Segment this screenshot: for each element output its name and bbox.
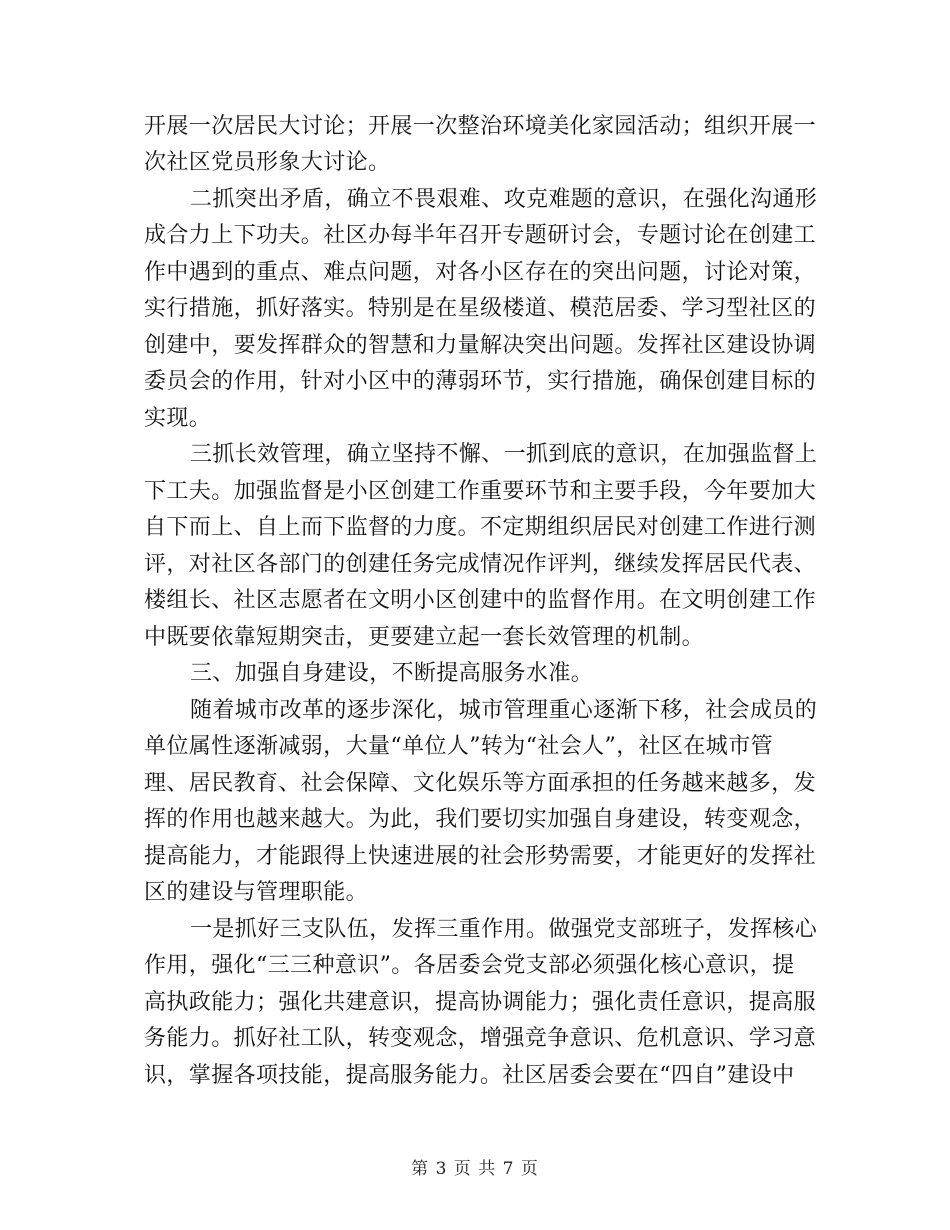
body-line: 开展一次居民大讨论；开展一次整治环境美化家园活动；组织开展一 [144, 114, 817, 139]
paragraph-first-line: 一是抓好三支队伍，发挥三重作用。做强党支部班子，发挥核心 [190, 917, 818, 942]
body-line: 高执政能力；强化共建意识，提高协调能力；强化责任意识，提高服 [144, 990, 817, 1015]
body-line: 成合力上下功夫。社区办每半年召开专题研讨会，专题讨论在创建工 [144, 223, 817, 248]
body-line: 创建中，要发挥群众的智慧和力量解决突出问题。发挥社区建设协调 [144, 333, 817, 358]
body-line: 区的建设与管理职能。 [144, 880, 369, 905]
body-line: 自下而上、自上而下监督的力度。不定期组织居民对创建工作进行测 [144, 515, 817, 540]
body-line: 中既要依靠短期突击，更要建立起一套长效管理的机制。 [144, 625, 705, 650]
body-line: 单位属性逐渐减弱，大量“单位人”转为“社会人”，社区在城市管 [144, 734, 773, 759]
section-heading: 三、加强自身建设，不断提高服务水准。 [190, 661, 594, 686]
body-line: 下工夫。加强监督是小区创建工作重要环节和主要手段，今年要加大 [144, 479, 817, 504]
body-line: 理、居民教育、社会保障、文化娱乐等方面承担的任务越来越多，发 [144, 771, 817, 796]
body-line: 实现。 [144, 406, 212, 431]
body-line: 楼组长、社区志愿者在文明小区创建中的监督作用。在文明创建工作 [144, 588, 817, 613]
body-line: 作用，强化“三三种意识”。各居委会党支部必须强化核心意识，提 [144, 953, 795, 978]
body-line: 次社区党员形象大讨论。 [144, 150, 391, 175]
body-line: 提高能力，才能跟得上快速进展的社会形势需要，才能更好的发挥社 [144, 844, 817, 869]
paragraph-first-line: 二抓突出矛盾，确立不畏艰难、攻克难题的意识，在强化沟通形 [190, 187, 818, 212]
body-line: 作中遇到的重点、难点问题，对各小区存在的突出问题，讨论对策， [144, 260, 817, 285]
body-line: 识，掌握各项技能，提高服务能力。社区居委会要在“四自”建设中 [144, 1063, 795, 1088]
page-number-footer: 第 3 页 共 7 页 [411, 1159, 539, 1179]
paragraph-first-line: 三抓长效管理，确立坚持不懈、一抓到底的意识，在加强监督上 [190, 442, 818, 467]
body-line: 务能力。抓好社工队，转变观念，增强竞争意识、危机意识、学习意 [144, 1026, 817, 1051]
body-line: 挥的作用也越来越大。为此，我们要切实加强自身建设，转变观念， [144, 807, 817, 832]
body-line: 实行措施，抓好落实。特别是在星级楼道、模范居委、学习型社区的 [144, 296, 817, 321]
body-line: 评，对社区各部门的创建任务完成情况作评判，继续发挥居民代表、 [144, 552, 817, 577]
body-line: 委员会的作用，针对小区中的薄弱环节，实行措施，确保创建目标的 [144, 369, 817, 394]
paragraph-first-line: 随着城市改革的逐步深化，城市管理重心逐渐下移，社会成员的 [190, 698, 818, 723]
